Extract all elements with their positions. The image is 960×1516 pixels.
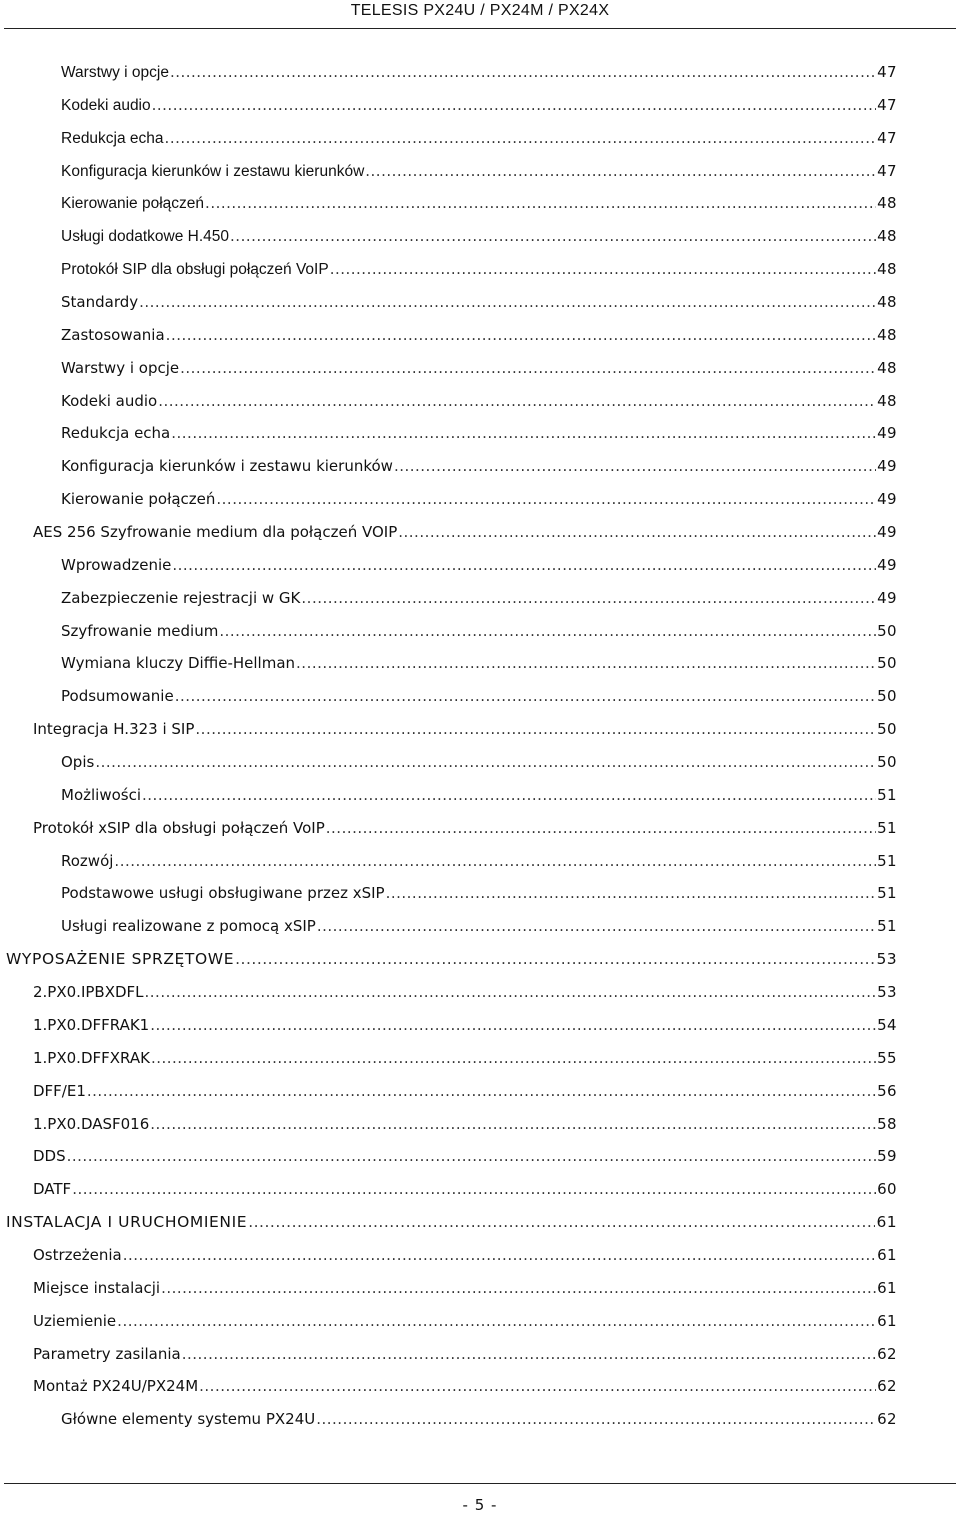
toc-entry-dot-leader	[195, 720, 876, 738]
toc-entry-page-number: 49	[877, 457, 897, 476]
toc-entry-title: Opis	[61, 753, 95, 772]
toc-entry-page-number: 61	[876, 1213, 897, 1232]
toc-entry-dot-leader	[117, 1312, 876, 1330]
toc-entry-dot-leader	[316, 1410, 876, 1428]
toc-entry-dot-leader	[317, 917, 876, 935]
toc-entry-title: Miejsce instalacji	[33, 1278, 161, 1297]
toc-entry-title: Redukcja echa	[61, 424, 171, 443]
toc-entry[interactable]	[0, 392, 960, 425]
toc-entry[interactable]	[0, 1377, 960, 1410]
toc-entry-page-number: 59	[877, 1147, 897, 1166]
toc-entry[interactable]	[0, 852, 960, 885]
toc-entry-title: AES 256 Szyfrowanie medium dla połączeń VOIP	[33, 523, 398, 542]
toc-entry[interactable]	[0, 1279, 960, 1312]
toc-entry-page-number: 49	[877, 490, 897, 509]
toc-entry-title: DFF/E1	[33, 1081, 86, 1100]
toc-entry-dot-leader	[172, 556, 876, 574]
toc-entry-page-number: 50	[877, 687, 897, 706]
toc-entry-page-number: 48	[877, 325, 897, 344]
toc-entry-dot-leader	[150, 1115, 876, 1133]
toc-entry-page-number: 47	[877, 128, 897, 147]
toc-entry-title: Warstwy i opcje	[61, 358, 180, 377]
toc-entry-page-number: 47	[877, 95, 897, 114]
toc-entry-page-number: 51	[877, 884, 897, 903]
toc-entry[interactable]	[0, 194, 960, 227]
toc-entry-title: Rozwój	[61, 851, 114, 870]
toc-entry[interactable]	[0, 129, 960, 162]
toc-entry-page-number: 62	[877, 1344, 897, 1363]
page-number: - 5 -	[462, 1496, 498, 1514]
toc-entry-dot-leader	[330, 260, 876, 278]
toc-entry-page-number: 49	[877, 588, 897, 607]
toc-entry-dot-leader	[171, 424, 876, 442]
toc-entry-dot-leader	[67, 1147, 876, 1165]
toc-entry-page-number: 61	[877, 1245, 897, 1264]
toc-entry-title: Szyfrowanie medium	[61, 621, 219, 640]
toc-entry-dot-leader	[152, 96, 876, 114]
toc-entry-page-number: 50	[877, 720, 897, 739]
footer-divider	[4, 1483, 956, 1484]
toc-entry-dot-leader	[166, 326, 876, 344]
toc-entry-title: Kierowanie połączeń	[61, 195, 205, 213]
toc-entry-title: DDS	[33, 1147, 66, 1166]
toc-entry-page-number: 62	[877, 1410, 897, 1429]
toc-entry-page-number: 54	[877, 1015, 897, 1034]
toc-entry-title: 1.PX0.DFFRAK1	[33, 1015, 150, 1034]
toc-entry[interactable]	[0, 1345, 960, 1378]
toc-entry-title: Protokół SIP dla obsługi połączeń VoIP	[61, 261, 329, 279]
toc-entry[interactable]	[0, 687, 960, 720]
toc-entry-page-number: 48	[877, 358, 897, 377]
toc-entry-dot-leader	[151, 1049, 876, 1067]
toc-entry[interactable]	[0, 884, 960, 917]
toc-entry[interactable]	[0, 720, 960, 753]
toc-entry-title: Redukcja echa	[61, 129, 164, 147]
toc-entry-page-number: 51	[877, 851, 897, 870]
toc-entry-dot-leader	[216, 490, 876, 508]
toc-entry-dot-leader	[139, 293, 876, 311]
toc-entry-page-number: 48	[877, 227, 897, 246]
toc-entry-title: Konfiguracja kierunków i zestawu kierunków	[61, 162, 365, 180]
toc-entry-title: 1.PX0.DFFXRAK	[33, 1048, 150, 1067]
toc-entry-title: Montaż PX24U/PX24M	[33, 1377, 199, 1396]
toc-entry-dot-leader	[142, 786, 876, 804]
toc-entry-title: Warstwy i opcje	[61, 64, 169, 81]
toc-entry[interactable]	[0, 983, 960, 1016]
toc-entry-dot-leader	[72, 1180, 876, 1198]
toc-entry-title: Podsumowanie	[61, 687, 174, 706]
toc-entry-page-number: 61	[877, 1311, 897, 1330]
toc-entry-title: Usługi dodatkowe H.450	[61, 228, 230, 246]
toc-entry[interactable]	[0, 523, 960, 556]
toc-entry-dot-leader	[165, 129, 877, 147]
toc-entry[interactable]	[0, 753, 960, 786]
toc-entry-page-number: 47	[877, 63, 897, 81]
toc-entry-page-number: 50	[877, 753, 897, 772]
toc-entry-title: Uziemienie	[33, 1311, 117, 1330]
toc-entry-dot-leader	[170, 63, 876, 81]
toc-entry[interactable]	[0, 260, 960, 293]
toc-entry-page-number: 60	[877, 1180, 897, 1199]
toc-entry-title: 1.PX0.DASF016	[33, 1114, 150, 1133]
toc-entry-title: DATF	[33, 1180, 72, 1199]
toc-entry[interactable]	[0, 162, 960, 195]
toc-entry[interactable]	[0, 917, 960, 950]
toc-entry-dot-leader	[87, 1082, 876, 1100]
toc-entry-title: 2.PX0.IPBXDFL	[33, 983, 144, 1002]
toc-entry[interactable]	[0, 63, 960, 96]
toc-entry-dot-leader	[150, 1016, 876, 1034]
toc-entry-title: Parametry zasilania	[33, 1344, 181, 1363]
toc-entry-page-number: 48	[877, 391, 897, 410]
toc-entry-page-number: 61	[877, 1278, 897, 1297]
toc-entry-title: Główne elementy systemu PX24U	[61, 1410, 316, 1429]
toc-entry[interactable]	[0, 589, 960, 622]
toc-entry[interactable]	[0, 490, 960, 523]
toc-entry-page-number: 49	[877, 424, 897, 443]
toc-entry-dot-leader	[386, 884, 877, 902]
toc-entry-dot-leader	[248, 1213, 875, 1231]
header-divider	[4, 28, 956, 29]
toc-entry-dot-leader	[326, 819, 876, 837]
toc-entry-page-number: 49	[877, 555, 897, 574]
toc-entry-title: INSTALACJA I URUCHOMIENIE	[6, 1213, 248, 1232]
toc-entry[interactable]	[0, 1312, 960, 1345]
toc-entry-title: Podstawowe usługi obsługiwane przez xSIP	[61, 884, 385, 903]
toc-entry-dot-leader	[114, 852, 876, 870]
toc-entry-dot-leader	[199, 1377, 876, 1395]
toc-entry[interactable]	[0, 556, 960, 589]
toc-entry-dot-leader	[180, 359, 876, 377]
toc-entry[interactable]	[0, 359, 960, 392]
toc-entry-page-number: 55	[877, 1048, 897, 1067]
running-header-title: TELESIS PX24U / PX24M / PX24X	[350, 2, 610, 19]
toc-entry-title: Ostrzeżenia	[33, 1245, 122, 1264]
toc-entry-title: Zastosowania	[61, 325, 165, 344]
toc-entry[interactable]	[0, 96, 960, 129]
toc-entry[interactable]	[0, 1410, 960, 1443]
toc-entry-dot-leader	[219, 622, 876, 640]
toc-entry-page-number: 51	[877, 917, 897, 936]
toc-entry-title: Wprowadzenie	[61, 555, 172, 574]
toc-entry-title: Standardy	[61, 293, 139, 312]
toc-entry[interactable]	[0, 1213, 960, 1246]
toc-entry-page-number: 53	[877, 983, 897, 1002]
toc-entry-title: Integracja H.323 i SIP	[33, 720, 195, 739]
toc-entry-title: Możliwości	[61, 785, 142, 804]
toc-entry[interactable]	[0, 654, 960, 687]
toc-entry-dot-leader	[394, 457, 876, 475]
toc-entry-dot-leader	[145, 983, 877, 1001]
toc-entry-dot-leader	[175, 687, 876, 705]
toc-entry-page-number: 49	[877, 523, 897, 542]
toc-entry-dot-leader	[398, 523, 876, 541]
toc-entry-title: Konfiguracja kierunków i zestawu kierunków	[61, 457, 393, 476]
toc-entry-dot-leader	[365, 162, 876, 180]
toc-entry[interactable]	[0, 1246, 960, 1279]
toc-entry[interactable]	[0, 1180, 960, 1213]
toc-entry-page-number: 47	[877, 161, 897, 180]
toc-entry-page-number: 50	[877, 654, 897, 673]
toc-entry-title: Usługi realizowane z pomocą xSIP	[61, 917, 316, 936]
toc-entry-dot-leader	[235, 950, 875, 968]
toc-entry[interactable]	[0, 326, 960, 359]
toc-entry[interactable]	[0, 1082, 960, 1115]
toc-entry[interactable]	[0, 950, 960, 983]
toc-entry-page-number: 51	[877, 818, 897, 837]
toc-entry[interactable]	[0, 1049, 960, 1082]
toc-entry-page-number: 58	[877, 1114, 897, 1133]
toc-entry-dot-leader	[230, 227, 876, 245]
toc-entry[interactable]	[0, 622, 960, 655]
toc-entry-title: WYPOSAŻENIE SPRZĘTOWE	[6, 950, 235, 969]
toc-entry-page-number: 53	[876, 950, 897, 969]
toc-entry-dot-leader	[205, 194, 876, 212]
toc-entry-title: Zabezpieczenie rejestracji w GK	[61, 588, 301, 607]
toc-entry-page-number: 51	[877, 785, 897, 804]
toc-entry[interactable]	[0, 1016, 960, 1049]
toc-entry[interactable]	[0, 1115, 960, 1148]
toc-entry-page-number: 48	[877, 293, 897, 312]
toc-entry-title: Wymiana kluczy Diffie-Hellman	[61, 654, 296, 673]
toc-entry[interactable]	[0, 227, 960, 260]
toc-entry[interactable]	[0, 424, 960, 457]
toc-entry-page-number: 50	[877, 621, 897, 640]
toc-entry-title: Protokół xSIP dla obsługi połączeń VoIP	[33, 818, 325, 837]
toc-entry[interactable]	[0, 1147, 960, 1180]
toc-entry-title: Kodeki audio	[61, 96, 151, 114]
toc-entry[interactable]	[0, 293, 960, 326]
toc-entry-dot-leader	[301, 589, 876, 607]
toc-entry-page-number: 56	[877, 1081, 897, 1100]
toc-entry-dot-leader	[123, 1246, 876, 1264]
toc-entry-dot-leader	[158, 392, 876, 410]
toc-entry[interactable]	[0, 457, 960, 490]
toc-entry-dot-leader	[95, 753, 876, 771]
toc-entry-dot-leader	[161, 1279, 876, 1297]
toc-entry-dot-leader	[182, 1345, 876, 1363]
toc-entry[interactable]	[0, 786, 960, 819]
toc-entry[interactable]	[0, 819, 960, 852]
toc-entry-dot-leader	[296, 654, 876, 672]
toc-entry-title: Kierowanie połączeń	[61, 490, 216, 509]
toc-entry-title: Kodeki audio	[61, 391, 158, 410]
toc-entry-page-number: 62	[877, 1377, 897, 1396]
table-of-contents	[0, 63, 960, 1443]
toc-entry-page-number: 48	[877, 260, 897, 279]
toc-entry-page-number: 48	[877, 194, 897, 213]
